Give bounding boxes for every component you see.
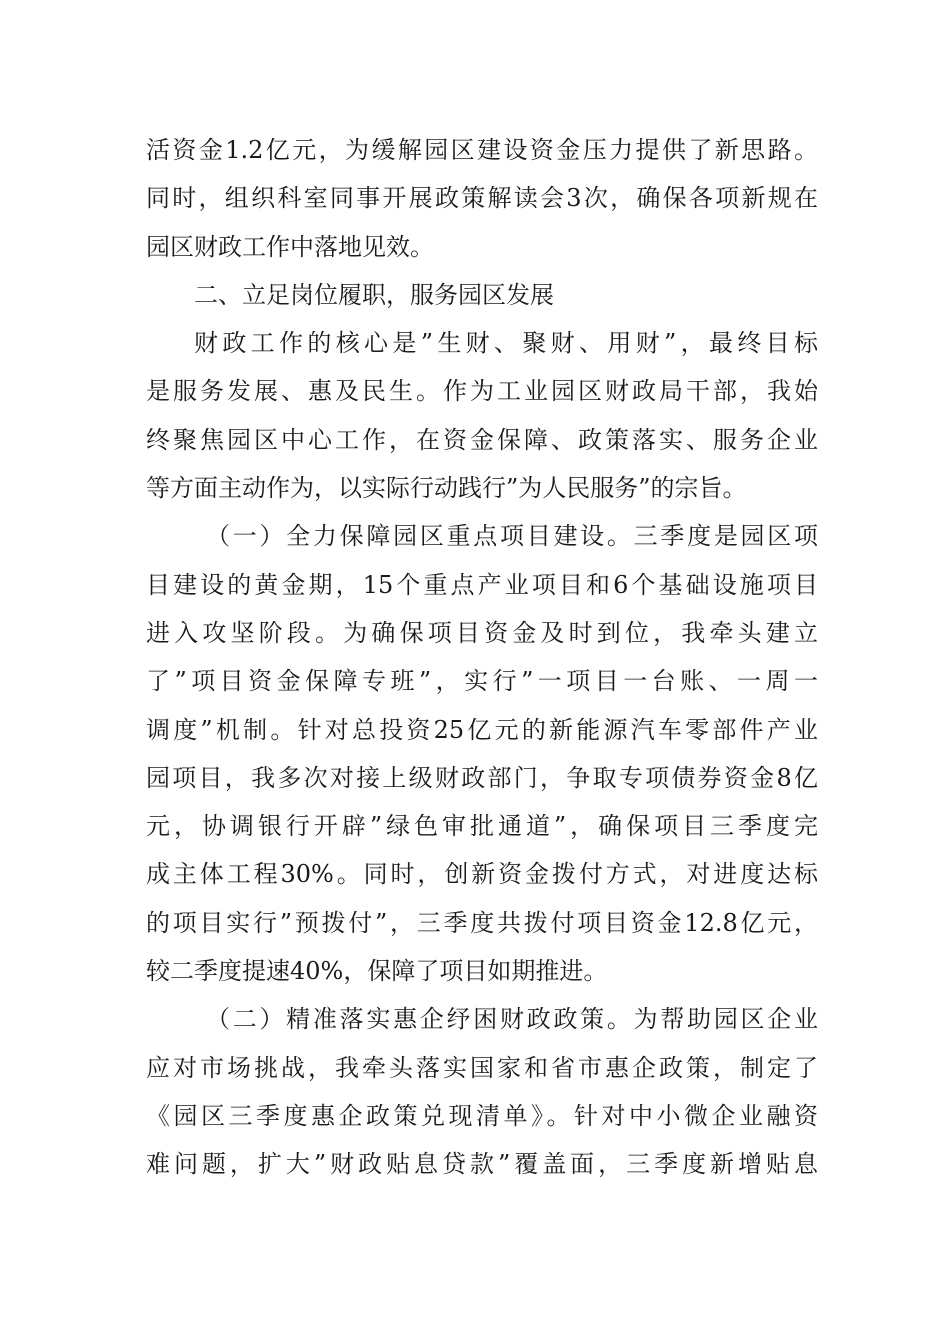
text-line: 的项目实行”预拨付”，三季度共拨付项目资金12.8亿元， bbox=[146, 908, 818, 937]
text-line: 调度”机制。针对总投资25亿元的新能源汽车零部件产业 bbox=[146, 715, 818, 744]
text-line: 难问题，扩大”财政贴息贷款”覆盖面，三季度新增贴息 bbox=[146, 1150, 818, 1179]
text-line: 应对市场挑战，我牵头落实国家和省市惠企政策，制定了 bbox=[146, 1053, 818, 1082]
text-line: 等方面主动作为，以实际行动践行”为人民服务”的宗旨。 bbox=[146, 474, 747, 503]
text-line: 较二季度提速40%，保障了项目如期推进。 bbox=[146, 957, 608, 986]
section-heading: 二、立足岗位履职，服务园区发展 bbox=[194, 280, 554, 309]
text-line: 财政工作的核心是”生财、聚财、用财”，最终目标 bbox=[194, 329, 818, 358]
text-line: 终聚焦园区中心工作，在资金保障、政策落实、服务企业 bbox=[146, 425, 818, 454]
text-line: 《园区三季度惠企政策兑现清单》。针对中小微企业融资 bbox=[146, 1101, 818, 1130]
body-text bbox=[146, 126, 818, 1189]
text-line: 是服务发展、惠及民生。作为工业园区财政局干部，我始 bbox=[146, 377, 818, 406]
text-line: 园区财政工作中落地见效。 bbox=[146, 232, 434, 261]
text-line: （二）精准落实惠企纾困财政政策。为帮助园区企业 bbox=[206, 1005, 818, 1034]
text-line: 元，协调银行开辟”绿色审批通道”，确保项目三季度完 bbox=[146, 812, 818, 841]
text-line: （一）全力保障园区重点项目建设。三季度是园区项 bbox=[206, 522, 818, 551]
text-line: 活资金1.2亿元，为缓解园区建设资金压力提供了新思路。 bbox=[146, 136, 818, 164]
text-line: 目建设的黄金期，15个重点产业项目和6个基础设施项目 bbox=[146, 570, 818, 599]
text-line: 成主体工程30%。同时，创新资金拨付方式，对进度达标 bbox=[146, 860, 818, 889]
text-line: 了”项目资金保障专班”，实行”一项目一台账、一周一 bbox=[146, 667, 818, 696]
text-line: 进入攻坚阶段。为确保项目资金及时到位，我牵头建立 bbox=[146, 618, 818, 647]
text-line: 园项目，我多次对接上级财政部门，争取专项债券资金8亿 bbox=[146, 763, 818, 792]
text-line: 同时，组织科室同事开展政策解读会3次，确保各项新规在 bbox=[146, 184, 818, 213]
